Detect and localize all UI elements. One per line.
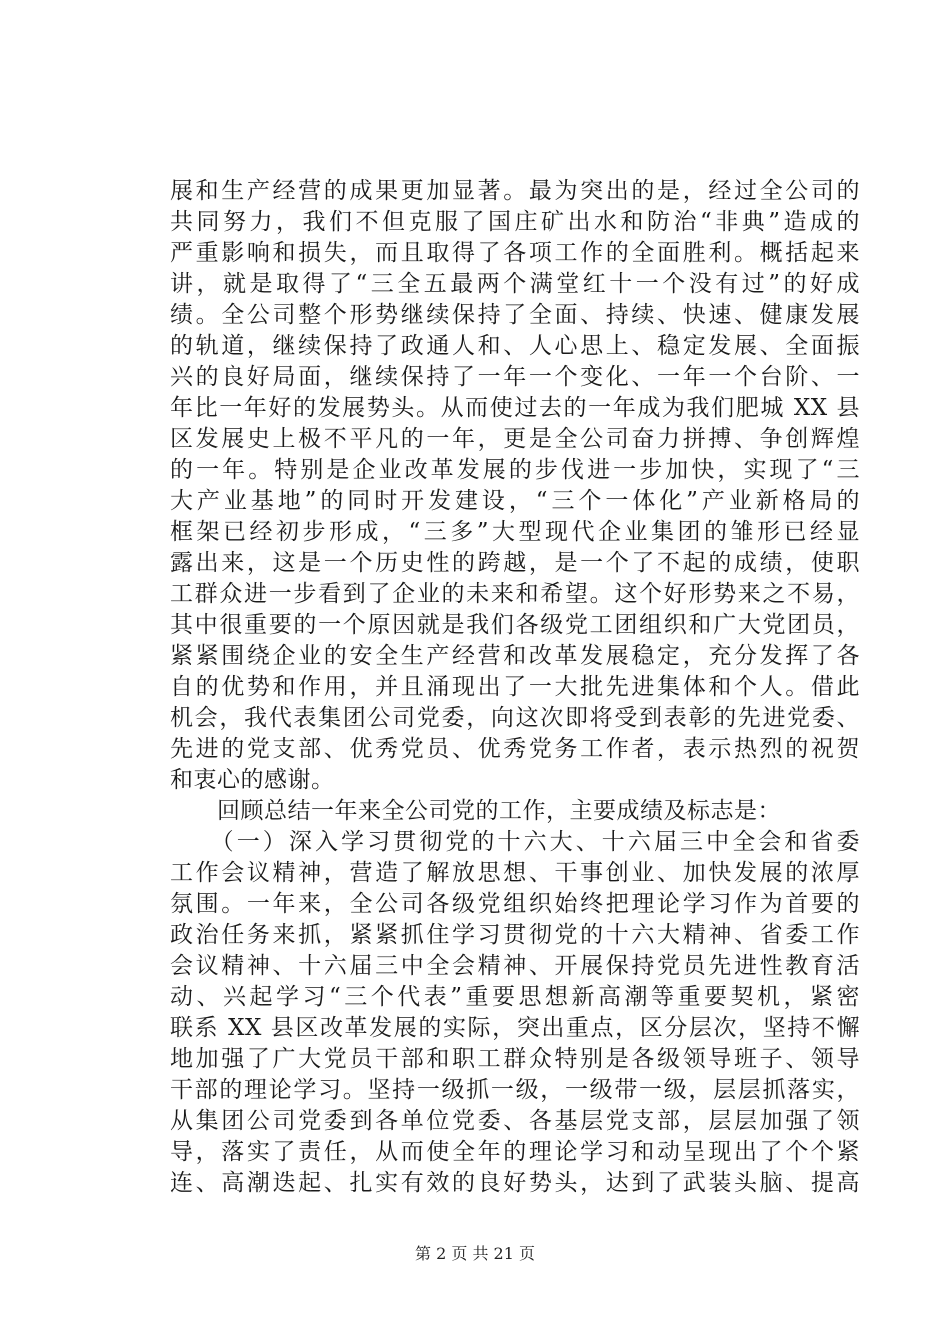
text-line: 工群众进一步看到了企业的未来和希望。这个好形势来之不易，: [170, 581, 860, 607]
text-line: 区发展史上极不平凡的一年，更是全公司奋力拼搏、争创辉煌: [170, 426, 860, 452]
text-line: 的轨道，继续保持了政通人和、人心思上、稳定发展、全面振: [170, 333, 860, 359]
text-line: 先进的党支部、优秀党员、优秀党务工作者，表示热烈的祝贺: [170, 736, 860, 762]
text-line: 工作会议精神，营造了解放思想、干事创业、加快发展的浓厚: [170, 860, 860, 886]
text-line: 机会，我代表集团公司党委，向这次即将受到表彰的先进党委、: [170, 705, 860, 731]
text-line: 从集团公司党委到各单位党委、各基层党支部，层层加强了领: [170, 1108, 860, 1134]
text-line: 和衷心的感谢。: [170, 767, 335, 793]
text-line: 导，落实了责任，从而使全年的理论学习和动呈现出了个个紧: [170, 1139, 860, 1165]
text-line: 展和生产经营的成果更加显著。最为突出的是，经过全公司的: [170, 178, 860, 204]
text-line: 联系 XX 县区改革发展的实际，突出重点，区分层次，坚持不懈: [170, 1015, 860, 1041]
text-line: 动、兴起学习“三个代表”重要思想新高潮等重要契机，紧密: [170, 984, 860, 1010]
text-line: （一）深入学习贯彻党的十六大、十六届三中全会和省委: [170, 829, 860, 855]
text-line: 大产业基地”的同时开发建设，“三个一体化”产业新格局的: [170, 488, 860, 514]
page-number-footer: 第 2 页 共 21 页: [415, 1244, 535, 1263]
text-line: 干部的理论学习。坚持一级抓一级，一级带一级，层层抓落实，: [170, 1077, 860, 1103]
text-line: 回顾总结一年来全公司党的工作，主要成绩及标志是：: [170, 798, 781, 824]
text-line: 年比一年好的发展势头。从而使过去的一年成为我们肥城 XX 县: [170, 395, 860, 421]
text-line: 其中很重要的一个原因就是我们各级党工团组织和广大党团员，: [170, 612, 860, 638]
text-line: 氛围。一年来，全公司各级党组织始终把理论学习作为首要的: [170, 891, 860, 917]
text-line: 严重影响和损失，而且取得了各项工作的全面胜利。概括起来: [170, 240, 860, 266]
text-line: 自的优势和作用，并且涌现出了一大批先进集体和个人。借此: [170, 674, 860, 700]
document-body: [170, 176, 860, 1199]
text-line: 连、高潮迭起、扎实有效的良好势头，达到了武装头脑、提高: [170, 1170, 860, 1196]
text-line: 的一年。特别是企业改革发展的步伐进一步加快，实现了“三: [170, 457, 860, 483]
text-line: 兴的良好局面，继续保持了一年一个变化、一年一个台阶、一: [170, 364, 860, 390]
text-line: 紧紧围绕企业的安全生产经营和改革发展稳定，充分发挥了各: [170, 643, 860, 669]
text-line: 政治任务来抓，紧紧抓住学习贯彻党的十六大精神、省委工作: [170, 922, 860, 948]
text-line: 讲，就是取得了“三全五最两个满堂红十一个没有过”的好成: [170, 271, 860, 297]
text-line: 地加强了广大党员干部和职工群众特别是各级领导班子、领导: [170, 1046, 860, 1072]
text-line: 共同努力，我们不但克服了国庄矿出水和防治“非典”造成的: [170, 209, 860, 235]
text-line: 会议精神、十六届三中全会精神、开展保持党员先进性教育活: [170, 953, 860, 979]
text-line: 绩。全公司整个形势继续保持了全面、持续、快速、健康发展: [170, 302, 860, 328]
text-line: 露出来，这是一个历史性的跨越，是一个了不起的成绩，使职: [170, 550, 860, 576]
text-line: 框架已经初步形成，“三多”大型现代企业集团的雏形已经显: [170, 519, 860, 545]
